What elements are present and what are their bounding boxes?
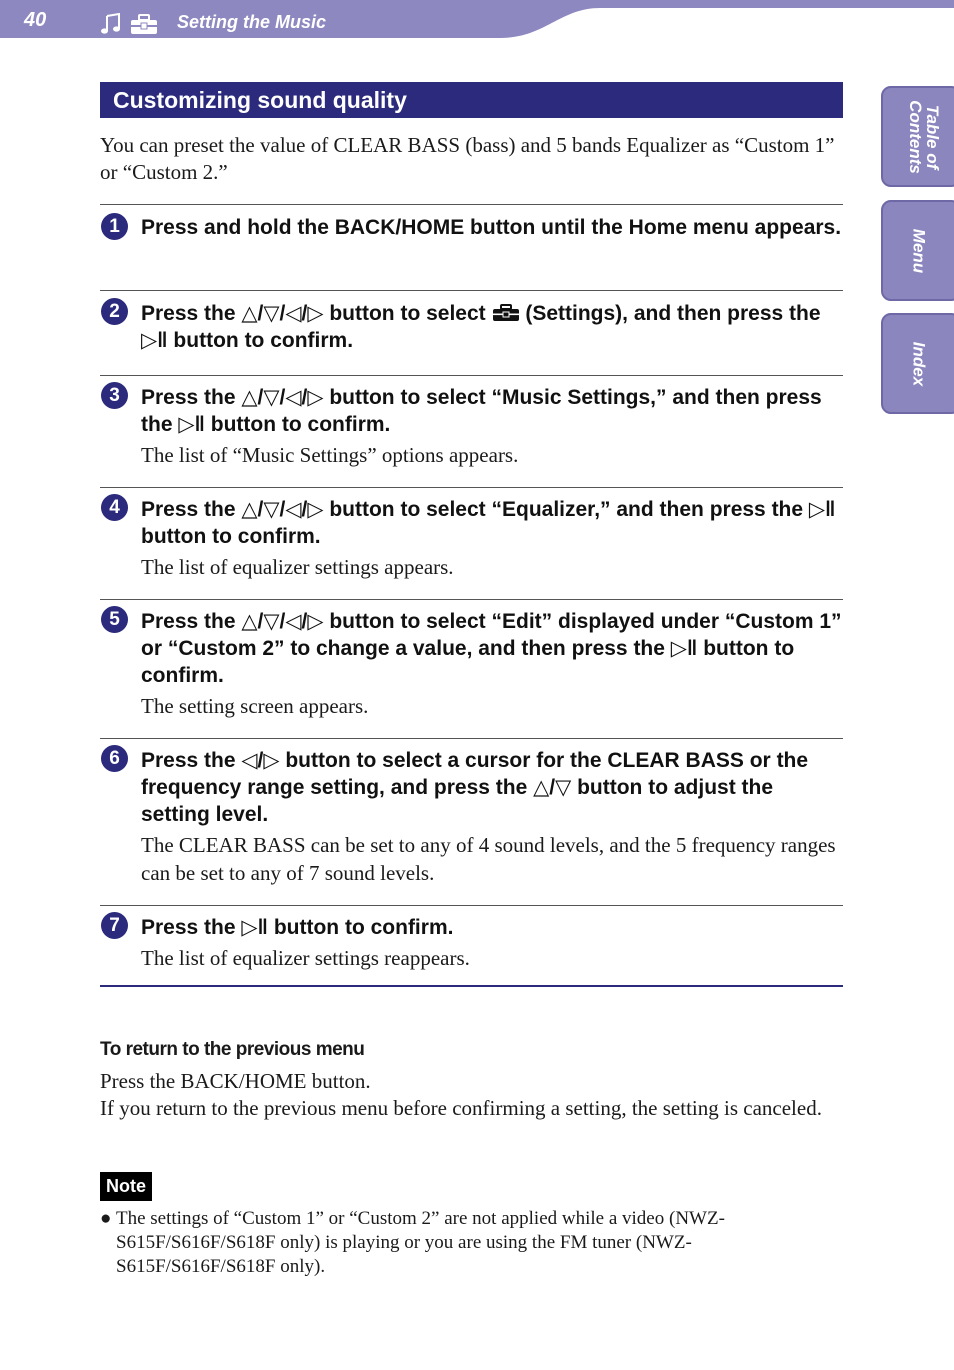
step-number: 7 bbox=[101, 912, 128, 939]
return-section-body bbox=[100, 1068, 840, 1122]
note-badge: Note bbox=[100, 1172, 152, 1201]
intro-paragraph: You can preset the value of CLEAR BASS (bass) and 5 bands Equalizer as “Custom 1” or “Custom 2.” bbox=[100, 133, 835, 184]
step-heading bbox=[141, 300, 843, 354]
step-heading: Press the △/▽/◁/▷ button to select “Equalizer,” and then press the ▷‖ button to confirm. bbox=[141, 498, 836, 548]
step-number: 5 bbox=[101, 606, 128, 633]
step-3 bbox=[100, 375, 843, 487]
step-number: 2 bbox=[101, 298, 128, 325]
step-number: 6 bbox=[101, 745, 128, 772]
section-title: Customizing sound quality bbox=[100, 82, 843, 118]
step-number: 1 bbox=[101, 213, 128, 240]
bullet-icon: ● bbox=[100, 1208, 112, 1229]
tab-index[interactable] bbox=[881, 313, 954, 414]
return-section-title: To return to the previous menu bbox=[100, 1039, 365, 1060]
step-description: The setting screen appears. bbox=[141, 694, 369, 718]
step-7 bbox=[100, 905, 843, 987]
return-line: Press the BACK/HOME button. bbox=[100, 1069, 371, 1093]
tab-label: Menu bbox=[909, 228, 929, 273]
step-heading-part: Press the △/▽/◁/▷ button to select bbox=[141, 302, 492, 325]
header-title: Setting the Music bbox=[177, 12, 327, 32]
step-1 bbox=[100, 204, 843, 290]
step-6 bbox=[100, 738, 843, 905]
step-description: The list of equalizer settings appears. bbox=[141, 555, 454, 579]
tab-label: Index bbox=[909, 341, 929, 386]
page-header bbox=[0, 0, 954, 40]
step-4 bbox=[100, 487, 843, 599]
tab-menu[interactable] bbox=[881, 200, 954, 301]
return-line: If you return to the previous menu before confirming a setting, the setting is canceled. bbox=[100, 1096, 822, 1120]
note-body: The settings of “Custom 1” or “Custom 2” are not applied while a video (NWZ-S615F/S616F/S618F only) is playing or you are using the FM tuner (NWZ-S615F/S616F/S618F only). bbox=[116, 1208, 725, 1277]
step-heading: Press the ▷‖ button to confirm. bbox=[141, 916, 454, 939]
step-description: The list of “Music Settings” options appears. bbox=[141, 443, 519, 467]
note-text bbox=[100, 1207, 840, 1279]
step-heading: Press the ◁/▷ button to select a cursor for the CLEAR BASS or the frequency range setting, and press the △/▽ button to adjust the setting level. bbox=[141, 749, 809, 826]
step-description: The CLEAR BASS can be set to any of 4 sound levels, and the 5 frequency ranges can be set to any of 7 sound levels. bbox=[141, 833, 836, 885]
step-heading: Press the △/▽/◁/▷ button to select “Edit” displayed under “Custom 1” or “Custom 2” to change a value, and then press the ▷‖ button to confirm. bbox=[141, 610, 842, 687]
step-heading-part: (Settings), and then press the ▷‖ button to confirm. bbox=[141, 302, 821, 352]
steps-list bbox=[100, 204, 843, 987]
step-heading: Press and hold the BACK/HOME button until the Home menu appears. bbox=[141, 216, 842, 239]
tab-label: Table of Contents bbox=[905, 99, 942, 174]
step-heading: Press the △/▽/◁/▷ button to select “Music Settings,” and then press the ▷‖ button to confirm. bbox=[141, 386, 822, 436]
tab-table-of-contents[interactable] bbox=[881, 86, 954, 187]
settings-toolbox-icon bbox=[492, 304, 520, 322]
settings-toolbox-icon bbox=[130, 13, 158, 35]
step-2 bbox=[100, 290, 843, 375]
step-number: 4 bbox=[101, 494, 128, 521]
page-number: 40 bbox=[24, 9, 47, 31]
music-note-icon bbox=[100, 13, 122, 35]
step-description: The list of equalizer settings reappears. bbox=[141, 946, 470, 970]
step-number: 3 bbox=[101, 382, 128, 409]
step-5 bbox=[100, 599, 843, 738]
